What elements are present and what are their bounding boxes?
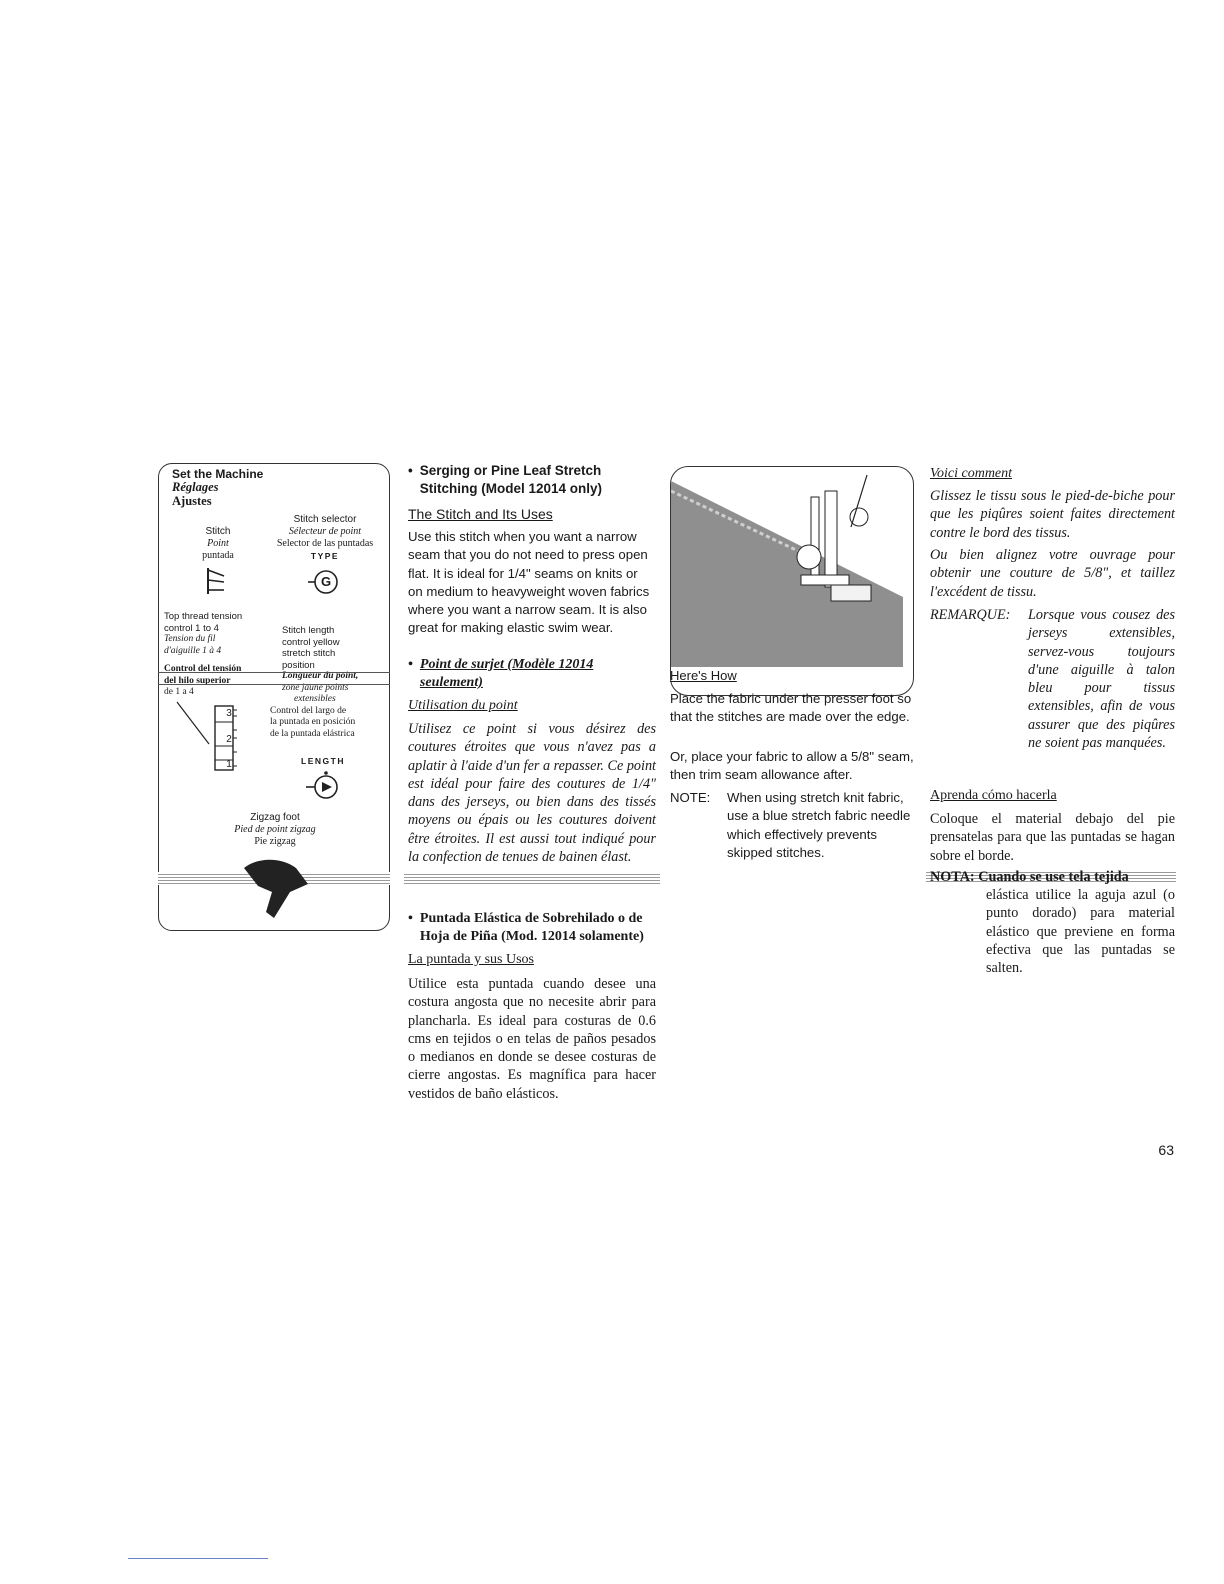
- panel-title-es: Ajustes: [172, 494, 212, 508]
- heading-es: [408, 910, 656, 946]
- stitch-length-es-3: de la puntada elástrica: [270, 728, 355, 739]
- fabric-presser-foot-icon: [671, 467, 914, 696]
- rule-band: [404, 872, 660, 885]
- how-note: [670, 789, 914, 862]
- subheading-voici: Voici comment: [930, 466, 1013, 481]
- stitch-length-fr-2: zone jaune points: [282, 682, 349, 693]
- length-dial-icon: [298, 767, 350, 805]
- dial-number-1: 1: [226, 759, 232, 770]
- footer-line: [128, 1558, 268, 1559]
- body-en: Use this stitch when you want a narrow seam that you do not need to press open flat. It is ideal for 1/4" seams on knits or on medium to heavyweight woven fabrics where you want a narrow seam. It is also great for making elastic swim wear.: [408, 529, 650, 636]
- stitch-length-en-3: stretch stitch: [282, 648, 336, 659]
- bullet-icon: •: [408, 463, 413, 478]
- stitch-label: [188, 526, 248, 562]
- nota-label: NOTA:: [930, 869, 975, 885]
- subheading-fr: Utilisation du point: [408, 698, 518, 713]
- stitch-length-es-1: Control del largo de: [270, 705, 347, 716]
- stitch-selector-fr: Sélecteur de point: [288, 526, 362, 537]
- page-number: 63: [1158, 1142, 1174, 1158]
- top-tension-fr-2: d'aiguille 1 à 4: [164, 645, 222, 656]
- zigzag-foot-label: [200, 812, 350, 848]
- stitch-selector-es: Selector de las puntadas: [276, 538, 374, 549]
- how-note-text: When using stretch knit fabric, use a blue stretch fabric needle which effectively prevents skipped stitches.: [727, 790, 911, 860]
- how-p2: Or, place your fabric to allow a 5/8" seam, then trim seam allowance after.: [670, 749, 914, 783]
- how-p1: Place the fabric under the presser foot so that the stitches are made over the edge.: [670, 691, 912, 725]
- nota-line1: Cuando se use tela tejida: [978, 869, 1129, 885]
- top-tension-es-2: del hilo superior: [164, 675, 231, 686]
- heading-fr-line1: Point de surjet (Modèle 12014: [419, 657, 594, 672]
- top-tension-en-2: control 1 to 4: [164, 622, 219, 634]
- type-dial-value: G: [320, 574, 332, 589]
- zigzag-foot-es: Pie zigzag: [254, 836, 296, 847]
- dial-number-2: 2: [226, 734, 232, 745]
- heading-en-line2: Stitching (Model 12014 only): [419, 481, 603, 496]
- type-label: TYPE: [310, 551, 340, 561]
- zigzag-foot-icon: [240, 856, 312, 926]
- heading-fr-line2: seulement): [419, 675, 483, 690]
- dial-number-3: 3: [226, 708, 232, 719]
- stitch-selector-en: Stitch selector: [293, 514, 357, 525]
- voici-p1: Glissez le tissu sous le pied-de-biche pour que les piqûres soient faites directement contre le bord des tissus.: [930, 488, 1175, 541]
- subheading-es: La puntada y sus Usos: [408, 952, 534, 967]
- aprenda-p1: Coloque el material debajo del pie prensatelas para que las puntadas se hagan sobre el borde.: [930, 811, 1175, 864]
- length-label: LENGTH: [301, 756, 345, 766]
- nota-rest: elástica utilice la aguja azul (o punto dorado) para material elástico que previene en forma efectiva que las puntadas se salten.: [986, 887, 1175, 977]
- stitch-length-en-1: Stitch length: [282, 625, 335, 636]
- heading-fr: [408, 656, 656, 692]
- heading-en-line1: Serging or Pine Leaf Stretch: [419, 463, 602, 478]
- remarque-note: [930, 606, 1175, 752]
- remarque-text: Lorsque vous cousez des jerseys extensibles, servez-vous toujours d'une aiguille à talon bleu pour tissus extensibles, afin de vous assurer que des piqûres ne soient pas manquées.: [1028, 607, 1175, 752]
- bullet-icon: •: [408, 911, 413, 926]
- stitch-length-en-4: position: [282, 659, 315, 671]
- remarque-label: REMARQUE:: [930, 607, 1011, 623]
- subheading-aprenda: Aprenda cómo hacerla: [930, 788, 1057, 803]
- stitch-en: Stitch: [205, 526, 231, 537]
- zigzag-foot-fr: Pied de point zigzag: [234, 824, 316, 835]
- heading-en: [408, 462, 656, 498]
- body-fr: Utilisez ce point si vous désirez des coutures étroites que vous n'avez pas a aplatir à l'aide d'un fer a repasser. Ce point est idéal pour faire des coutures de 1/4" dans des jerseys, ou bien dans des tissés moyens ou épais ou les coutures doivent être étroites. Il est aussi tout indiqué pour la confection de tenues de bainen élast.: [408, 721, 656, 866]
- voici-p2: Ou bien alignez votre ouvrage pour obtenir une couture de 5/8", et taillez l'excédent de tissu.: [930, 547, 1175, 600]
- serging-stitch-icon: [204, 566, 228, 596]
- stitch-length-fr-3: extensibles: [294, 694, 336, 704]
- top-tension-fr-1: Tension du fil: [164, 634, 216, 644]
- top-tension-es-1: Control del tensión: [164, 664, 242, 674]
- panel-title-fr: Réglages: [172, 480, 219, 494]
- top-tension-es-3: de 1 a 4: [164, 687, 194, 697]
- heading-es-line1: Puntada Elástica de Sobrehilado o de: [419, 911, 643, 926]
- subheading-how: Here's How: [670, 668, 737, 683]
- type-dial: [312, 568, 340, 596]
- divider-line: [158, 684, 390, 685]
- stitch-fr: Point: [207, 538, 229, 549]
- zigzag-foot-en: Zigzag foot: [250, 812, 300, 823]
- heading-es-line2: Hoja de Piña (Mod. 12014 solamente): [419, 929, 644, 944]
- divider-line: [158, 672, 390, 673]
- stitch-length-es-2: la puntada en posición: [270, 717, 356, 727]
- top-tension-label: [164, 611, 264, 699]
- top-tension-en-1: Top thread tension: [164, 611, 243, 622]
- stitch-length-label: [270, 625, 390, 740]
- body-es: Utilice esta puntada cuando desee una costura angosta que no necesite abrir para plancharla. Es ideal para costuras de 0.6 cms en tejidos o en telas de paños pesados o medianos en donde se desee costuras de cierre angostas. Es magnífica para hacer vestidos de baño elásticos.: [408, 976, 656, 1102]
- presser-foot-illustration: [670, 466, 914, 696]
- stitch-length-en-2: control yellow: [282, 636, 340, 648]
- panel-title-en: Set the Machine: [172, 467, 264, 481]
- stitch-es: puntada: [202, 550, 234, 561]
- bullet-icon: •: [408, 657, 413, 672]
- nota-note: [930, 868, 1175, 886]
- subheading-en: The Stitch and Its Uses: [408, 506, 553, 522]
- how-note-label: NOTE:: [670, 790, 711, 805]
- stitch-selector-label: [260, 514, 390, 562]
- stitch-length-fr-1: Longueur du point,: [282, 671, 359, 681]
